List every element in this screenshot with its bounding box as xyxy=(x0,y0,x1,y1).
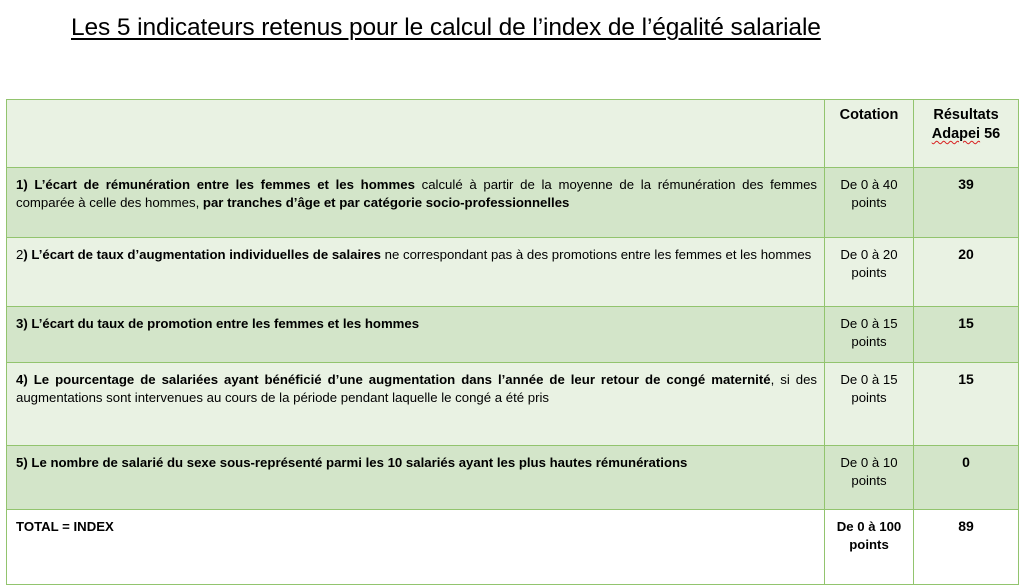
page-title: Les 5 indicateurs retenus pour le calcul de l’index de l’égalité salariale xyxy=(71,14,821,41)
header-cotation: Cotation xyxy=(825,100,914,168)
description-run: 1) L’écart de rémunération entre les femmes et les hommes xyxy=(16,177,415,192)
description-run: 4) Le pourcentage de salariées ayant bénéficié d’une augmentation dans l’année de leur retour de congé maternité xyxy=(16,372,771,387)
description-run: ) L’écart de taux d’augmentation individuelles de salaires xyxy=(23,247,381,262)
table-row xyxy=(7,238,1019,307)
description-run: 2 xyxy=(16,247,24,262)
indicator-cotation: De 0 à 15 points xyxy=(825,363,914,446)
indicator-cotation: De 0 à 40 points xyxy=(825,168,914,238)
indicator-cotation: De 0 à 10 points xyxy=(825,446,914,510)
description-run: 5) Le nombre de salarié du sexe sous-représenté parmi les 10 salariés ayant les plus hautes rémunérations xyxy=(16,455,688,470)
header-adapei-number: 56 xyxy=(980,126,1001,142)
indicator-result: 15 xyxy=(914,307,1019,363)
indicator-result: 0 xyxy=(914,446,1019,510)
description-run: 3) L’écart du taux de promotion entre les femmes et les hommes xyxy=(16,316,420,331)
header-resultats xyxy=(914,100,1019,168)
header-resultats-line1: Résultats xyxy=(933,107,999,123)
indicator-result: 15 xyxy=(914,363,1019,446)
indicators-table xyxy=(6,99,1019,585)
indicator-description xyxy=(7,168,825,238)
table-row xyxy=(7,168,1019,238)
header-adapei-word: Adapei xyxy=(931,126,981,142)
indicator-description xyxy=(7,307,825,363)
total-result: 89 xyxy=(914,510,1019,585)
description-run: ne correspondant pas à des promotions entre les femmes et les hommes xyxy=(380,247,812,262)
total-label: TOTAL = INDEX xyxy=(7,510,825,585)
indicator-result: 39 xyxy=(914,168,1019,238)
table-row xyxy=(7,307,1019,363)
description-run: calculé à partir de la moyenne de la rémunération des femmes comparée à celle des hommes, xyxy=(16,177,817,210)
table-row xyxy=(7,446,1019,510)
indicator-description xyxy=(7,446,825,510)
table-header-row xyxy=(7,100,1019,168)
indicator-description xyxy=(7,363,825,446)
indicator-result: 20 xyxy=(914,238,1019,307)
description-run: par tranches d’âge et par catégorie socio-professionnelles xyxy=(202,194,570,210)
table-row xyxy=(7,363,1019,446)
total-cotation: De 0 à 100 points xyxy=(825,510,914,585)
indicator-description xyxy=(7,238,825,307)
indicator-cotation: De 0 à 15 points xyxy=(825,307,914,363)
description-run: , si des augmentations sont intervenues au cours de la période pendant laquelle le congé a été pris xyxy=(16,372,817,405)
indicator-cotation: De 0 à 20 points xyxy=(825,238,914,307)
header-empty-cell xyxy=(7,100,825,168)
total-row xyxy=(7,510,1019,585)
